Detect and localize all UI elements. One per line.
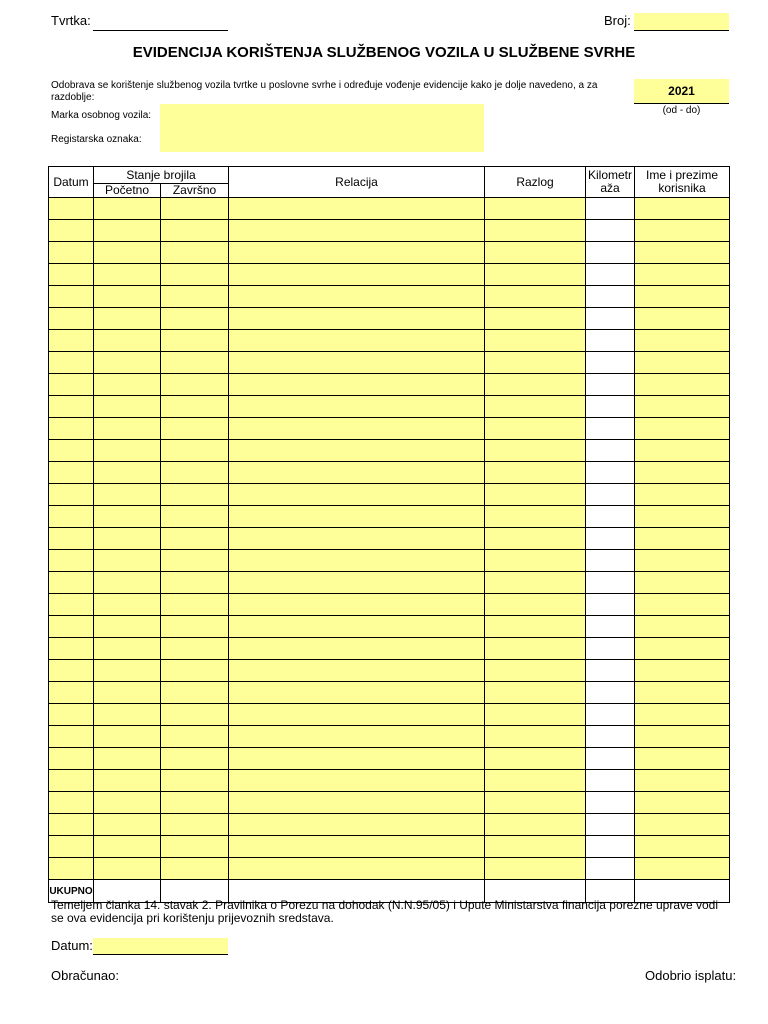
- log-row: [49, 484, 730, 506]
- odometer-end-cell[interactable]: [161, 198, 229, 220]
- odometer-start-cell[interactable]: [94, 704, 161, 726]
- odometer-start-cell[interactable]: [94, 198, 161, 220]
- reason-cell[interactable]: [485, 506, 586, 528]
- route-cell[interactable]: [229, 440, 485, 462]
- user-cell[interactable]: [635, 594, 730, 616]
- user-cell[interactable]: [635, 858, 730, 880]
- user-cell[interactable]: [635, 748, 730, 770]
- km-cell[interactable]: [586, 682, 635, 704]
- reason-cell[interactable]: [485, 462, 586, 484]
- odometer-start-cell[interactable]: [94, 814, 161, 836]
- intro-text: Odobrava se korištenje službenog vozila tvrtke u poslovne svrhe i određuje vođenje evidencije kako je dolje navedeno, a za razdoblje:: [51, 80, 598, 103]
- date-cell[interactable]: [49, 286, 94, 308]
- odometer-start-cell[interactable]: [94, 308, 161, 330]
- user-cell[interactable]: [635, 374, 730, 396]
- route-cell[interactable]: [229, 220, 485, 242]
- odometer-start-cell[interactable]: [94, 836, 161, 858]
- log-row: [49, 704, 730, 726]
- user-cell[interactable]: [635, 836, 730, 858]
- km-cell[interactable]: [586, 550, 635, 572]
- odometer-end-cell[interactable]: [161, 220, 229, 242]
- km-cell[interactable]: [586, 660, 635, 682]
- route-cell[interactable]: [229, 418, 485, 440]
- reason-cell[interactable]: [485, 594, 586, 616]
- user-cell[interactable]: [635, 220, 730, 242]
- form-title: EVIDENCIJA KORIŠTENJA SLUŽBENOG VOZILA U SLUŽBENE SVRHE: [132, 44, 636, 61]
- route-cell[interactable]: [229, 682, 485, 704]
- user-cell[interactable]: [635, 484, 730, 506]
- odometer-end-cell[interactable]: [161, 638, 229, 660]
- log-row: [49, 836, 730, 858]
- date-cell[interactable]: [49, 572, 94, 594]
- odometer-start-cell[interactable]: [94, 660, 161, 682]
- user-cell[interactable]: [635, 330, 730, 352]
- date-cell[interactable]: [49, 220, 94, 242]
- km-cell[interactable]: [586, 308, 635, 330]
- date-cell[interactable]: [49, 374, 94, 396]
- odometer-start-cell[interactable]: [94, 374, 161, 396]
- date-cell[interactable]: [49, 352, 94, 374]
- date-label: Datum:: [51, 938, 93, 953]
- route-cell[interactable]: [229, 550, 485, 572]
- odometer-end-cell[interactable]: [161, 418, 229, 440]
- odometer-end-cell[interactable]: [161, 616, 229, 638]
- km-cell[interactable]: [586, 352, 635, 374]
- odometer-start-cell[interactable]: [94, 792, 161, 814]
- route-cell[interactable]: [229, 242, 485, 264]
- user-cell[interactable]: [635, 550, 730, 572]
- route-cell[interactable]: [229, 770, 485, 792]
- odometer-start-cell[interactable]: [94, 330, 161, 352]
- date-cell[interactable]: [49, 836, 94, 858]
- log-row: [49, 440, 730, 462]
- reason-cell[interactable]: [485, 374, 586, 396]
- date-cell[interactable]: [49, 198, 94, 220]
- date-cell[interactable]: [49, 682, 94, 704]
- odometer-end-cell[interactable]: [161, 704, 229, 726]
- date-cell[interactable]: [49, 418, 94, 440]
- date-cell[interactable]: [49, 308, 94, 330]
- date-cell[interactable]: [49, 264, 94, 286]
- reason-cell[interactable]: [485, 418, 586, 440]
- odometer-start-cell[interactable]: [94, 770, 161, 792]
- odometer-end-cell[interactable]: [161, 594, 229, 616]
- km-cell[interactable]: [586, 286, 635, 308]
- reason-cell[interactable]: [485, 682, 586, 704]
- user-cell[interactable]: [635, 418, 730, 440]
- log-row: [49, 770, 730, 792]
- col-km-header: Kilometr aža: [586, 167, 635, 198]
- log-row: [49, 506, 730, 528]
- km-cell[interactable]: [586, 506, 635, 528]
- route-cell[interactable]: [229, 198, 485, 220]
- log-row: [49, 352, 730, 374]
- reason-cell[interactable]: [485, 440, 586, 462]
- user-cell[interactable]: [635, 638, 730, 660]
- log-row: [49, 418, 730, 440]
- reason-cell[interactable]: [485, 792, 586, 814]
- log-row: [49, 814, 730, 836]
- km-cell[interactable]: [586, 242, 635, 264]
- route-cell[interactable]: [229, 286, 485, 308]
- date-cell[interactable]: [49, 616, 94, 638]
- user-cell[interactable]: [635, 814, 730, 836]
- odometer-start-cell[interactable]: [94, 352, 161, 374]
- col-end-header: Završno: [161, 184, 229, 198]
- log-row: [49, 396, 730, 418]
- log-row: [49, 682, 730, 704]
- km-cell[interactable]: [586, 792, 635, 814]
- odometer-start-cell[interactable]: [94, 396, 161, 418]
- log-row: [49, 308, 730, 330]
- route-cell[interactable]: [229, 396, 485, 418]
- period-year-field[interactable]: 2021: [634, 79, 729, 104]
- log-row: [49, 572, 730, 594]
- log-row: [49, 462, 730, 484]
- odometer-end-cell[interactable]: [161, 528, 229, 550]
- date-cell[interactable]: [49, 506, 94, 528]
- date-cell[interactable]: [49, 484, 94, 506]
- route-cell[interactable]: [229, 528, 485, 550]
- log-row: [49, 264, 730, 286]
- km-cell[interactable]: [586, 704, 635, 726]
- date-cell[interactable]: [49, 660, 94, 682]
- km-cell[interactable]: [586, 220, 635, 242]
- reason-cell[interactable]: [485, 220, 586, 242]
- odometer-end-cell[interactable]: [161, 352, 229, 374]
- odometer-end-cell[interactable]: [161, 462, 229, 484]
- odometer-end-cell[interactable]: [161, 726, 229, 748]
- odometer-start-cell[interactable]: [94, 572, 161, 594]
- reason-cell[interactable]: [485, 770, 586, 792]
- log-row: [49, 616, 730, 638]
- log-row: [49, 220, 730, 242]
- km-cell[interactable]: [586, 726, 635, 748]
- user-cell[interactable]: [635, 396, 730, 418]
- user-cell[interactable]: [635, 528, 730, 550]
- km-cell[interactable]: [586, 616, 635, 638]
- odometer-start-cell[interactable]: [94, 220, 161, 242]
- col-date-header: Datum: [49, 167, 94, 198]
- user-cell[interactable]: [635, 198, 730, 220]
- user-cell[interactable]: [635, 704, 730, 726]
- date-cell[interactable]: [49, 814, 94, 836]
- odometer-end-cell[interactable]: [161, 792, 229, 814]
- odometer-start-cell[interactable]: [94, 242, 161, 264]
- legal-note: Temeljem članka 14. stavak 2. Pravilnika o Porezu na dohodak (N.N.95/05) i Upute Ministarstva financija porezne uprave vodi se ova evidencija pri korištenju prijevoznih sredstava.: [51, 898, 719, 925]
- odometer-end-cell[interactable]: [161, 264, 229, 286]
- log-row: [49, 660, 730, 682]
- reason-cell[interactable]: [485, 704, 586, 726]
- reason-cell[interactable]: [485, 528, 586, 550]
- odometer-end-cell[interactable]: [161, 660, 229, 682]
- reason-cell[interactable]: [485, 352, 586, 374]
- route-cell[interactable]: [229, 264, 485, 286]
- plate-number-label: Registarska oznaka:: [51, 134, 142, 145]
- user-cell[interactable]: [635, 792, 730, 814]
- route-cell[interactable]: [229, 814, 485, 836]
- route-cell[interactable]: [229, 506, 485, 528]
- date-cell[interactable]: [49, 528, 94, 550]
- route-cell[interactable]: [229, 748, 485, 770]
- user-cell[interactable]: [635, 616, 730, 638]
- col-user-header: Ime i prezime korisnika: [635, 167, 730, 198]
- odometer-end-cell[interactable]: [161, 484, 229, 506]
- km-cell[interactable]: [586, 638, 635, 660]
- odometer-end-cell[interactable]: [161, 308, 229, 330]
- odometer-end-cell[interactable]: [161, 572, 229, 594]
- route-cell[interactable]: [229, 594, 485, 616]
- km-cell[interactable]: [586, 374, 635, 396]
- odometer-start-cell[interactable]: [94, 264, 161, 286]
- route-cell[interactable]: [229, 836, 485, 858]
- date-cell[interactable]: [49, 638, 94, 660]
- log-row: [49, 550, 730, 572]
- km-cell[interactable]: [586, 814, 635, 836]
- log-row: [49, 528, 730, 550]
- km-cell[interactable]: [586, 572, 635, 594]
- odometer-end-cell[interactable]: [161, 836, 229, 858]
- odometer-end-cell[interactable]: [161, 506, 229, 528]
- reason-cell[interactable]: [485, 198, 586, 220]
- route-cell[interactable]: [229, 330, 485, 352]
- odometer-end-cell[interactable]: [161, 748, 229, 770]
- calculated-by-label: Obračunao:: [51, 968, 119, 983]
- date-cell[interactable]: [49, 770, 94, 792]
- odometer-start-cell[interactable]: [94, 638, 161, 660]
- user-cell[interactable]: [635, 352, 730, 374]
- col-reason-header: Razlog: [485, 167, 586, 198]
- odometer-end-cell[interactable]: [161, 286, 229, 308]
- route-cell[interactable]: [229, 374, 485, 396]
- log-row: [49, 726, 730, 748]
- vehicle-brand-label: Marka osobnog vozila:: [51, 110, 152, 121]
- odometer-start-cell[interactable]: [94, 594, 161, 616]
- km-cell[interactable]: [586, 594, 635, 616]
- reason-cell[interactable]: [485, 484, 586, 506]
- route-cell[interactable]: [229, 792, 485, 814]
- user-cell[interactable]: [635, 440, 730, 462]
- route-cell[interactable]: [229, 352, 485, 374]
- km-cell[interactable]: [586, 748, 635, 770]
- reason-cell[interactable]: [485, 242, 586, 264]
- log-row: [49, 792, 730, 814]
- reason-cell[interactable]: [485, 308, 586, 330]
- odometer-start-cell[interactable]: [94, 616, 161, 638]
- number-label: Broj:: [604, 13, 631, 28]
- user-cell[interactable]: [635, 572, 730, 594]
- reason-cell[interactable]: [485, 550, 586, 572]
- date-cell[interactable]: [49, 726, 94, 748]
- odometer-end-cell[interactable]: [161, 330, 229, 352]
- odometer-end-cell[interactable]: [161, 770, 229, 792]
- odometer-end-cell[interactable]: [161, 858, 229, 880]
- date-cell[interactable]: [49, 462, 94, 484]
- reason-cell[interactable]: [485, 660, 586, 682]
- odometer-start-cell[interactable]: [94, 528, 161, 550]
- log-row: [49, 198, 730, 220]
- km-cell[interactable]: [586, 484, 635, 506]
- km-cell[interactable]: [586, 858, 635, 880]
- odometer-end-cell[interactable]: [161, 440, 229, 462]
- odometer-start-cell[interactable]: [94, 462, 161, 484]
- period-caption: (od - do): [662, 105, 701, 116]
- km-cell[interactable]: [586, 770, 635, 792]
- odometer-end-cell[interactable]: [161, 242, 229, 264]
- reason-cell[interactable]: [485, 286, 586, 308]
- col-route-header: Relacija: [229, 167, 485, 198]
- route-cell[interactable]: [229, 462, 485, 484]
- col-start-header: Početno: [94, 184, 161, 198]
- user-cell[interactable]: [635, 682, 730, 704]
- odometer-end-cell[interactable]: [161, 682, 229, 704]
- log-row: [49, 374, 730, 396]
- date-cell[interactable]: [49, 748, 94, 770]
- date-cell[interactable]: [49, 550, 94, 572]
- reason-cell[interactable]: [485, 396, 586, 418]
- user-cell[interactable]: [635, 264, 730, 286]
- user-cell[interactable]: [635, 770, 730, 792]
- km-cell[interactable]: [586, 330, 635, 352]
- vehicle-info-field[interactable]: [160, 104, 484, 152]
- date-cell[interactable]: [49, 396, 94, 418]
- approved-by-label: Odobrio isplatu:: [645, 968, 737, 983]
- km-cell[interactable]: [586, 836, 635, 858]
- km-cell[interactable]: [586, 440, 635, 462]
- log-row: [49, 330, 730, 352]
- odometer-start-cell[interactable]: [94, 506, 161, 528]
- log-row: [49, 286, 730, 308]
- km-cell[interactable]: [586, 264, 635, 286]
- date-cell[interactable]: [49, 242, 94, 264]
- reason-cell[interactable]: [485, 858, 586, 880]
- route-cell[interactable]: [229, 704, 485, 726]
- route-cell[interactable]: [229, 858, 485, 880]
- odometer-end-cell[interactable]: [161, 814, 229, 836]
- km-cell[interactable]: [586, 462, 635, 484]
- log-row: [49, 594, 730, 616]
- odometer-end-cell[interactable]: [161, 550, 229, 572]
- odometer-start-cell[interactable]: [94, 858, 161, 880]
- odometer-start-cell[interactable]: [94, 440, 161, 462]
- date-cell[interactable]: [49, 704, 94, 726]
- odometer-start-cell[interactable]: [94, 418, 161, 440]
- km-cell[interactable]: [586, 396, 635, 418]
- route-cell[interactable]: [229, 572, 485, 594]
- log-row: [49, 242, 730, 264]
- odometer-start-cell[interactable]: [94, 748, 161, 770]
- log-row: [49, 638, 730, 660]
- number-field[interactable]: [634, 13, 729, 31]
- date-cell[interactable]: [49, 792, 94, 814]
- date-field[interactable]: [93, 938, 228, 955]
- route-cell[interactable]: [229, 484, 485, 506]
- odometer-end-cell[interactable]: [161, 396, 229, 418]
- user-cell[interactable]: [635, 660, 730, 682]
- km-cell[interactable]: [586, 528, 635, 550]
- user-cell[interactable]: [635, 242, 730, 264]
- reason-cell[interactable]: [485, 814, 586, 836]
- route-cell[interactable]: [229, 660, 485, 682]
- col-odometer-header: Stanje brojila: [94, 167, 229, 184]
- reason-cell[interactable]: [485, 836, 586, 858]
- user-cell[interactable]: [635, 286, 730, 308]
- log-row: [49, 858, 730, 880]
- user-cell[interactable]: [635, 308, 730, 330]
- route-cell[interactable]: [229, 308, 485, 330]
- reason-cell[interactable]: [485, 726, 586, 748]
- company-label: Tvrtka:: [51, 13, 91, 28]
- route-cell[interactable]: [229, 726, 485, 748]
- odometer-start-cell[interactable]: [94, 484, 161, 506]
- reason-cell[interactable]: [485, 330, 586, 352]
- user-cell[interactable]: [635, 462, 730, 484]
- odometer-start-cell[interactable]: [94, 682, 161, 704]
- km-cell[interactable]: [586, 418, 635, 440]
- user-cell[interactable]: [635, 726, 730, 748]
- user-cell[interactable]: [635, 506, 730, 528]
- reason-cell[interactable]: [485, 638, 586, 660]
- date-cell[interactable]: [49, 440, 94, 462]
- odometer-start-cell[interactable]: [94, 550, 161, 572]
- company-field[interactable]: [93, 14, 228, 31]
- date-cell[interactable]: [49, 330, 94, 352]
- reason-cell[interactable]: [485, 264, 586, 286]
- reason-cell[interactable]: [485, 748, 586, 770]
- date-cell[interactable]: [49, 858, 94, 880]
- route-cell[interactable]: [229, 616, 485, 638]
- log-body: [49, 198, 730, 903]
- reason-cell[interactable]: [485, 572, 586, 594]
- odometer-start-cell[interactable]: [94, 726, 161, 748]
- reason-cell[interactable]: [485, 616, 586, 638]
- km-cell[interactable]: [586, 198, 635, 220]
- route-cell[interactable]: [229, 638, 485, 660]
- date-cell[interactable]: [49, 594, 94, 616]
- odometer-start-cell[interactable]: [94, 286, 161, 308]
- vehicle-log-table: [48, 166, 730, 903]
- log-row: [49, 748, 730, 770]
- total-label: UKUPNO: [49, 880, 94, 903]
- odometer-end-cell[interactable]: [161, 374, 229, 396]
